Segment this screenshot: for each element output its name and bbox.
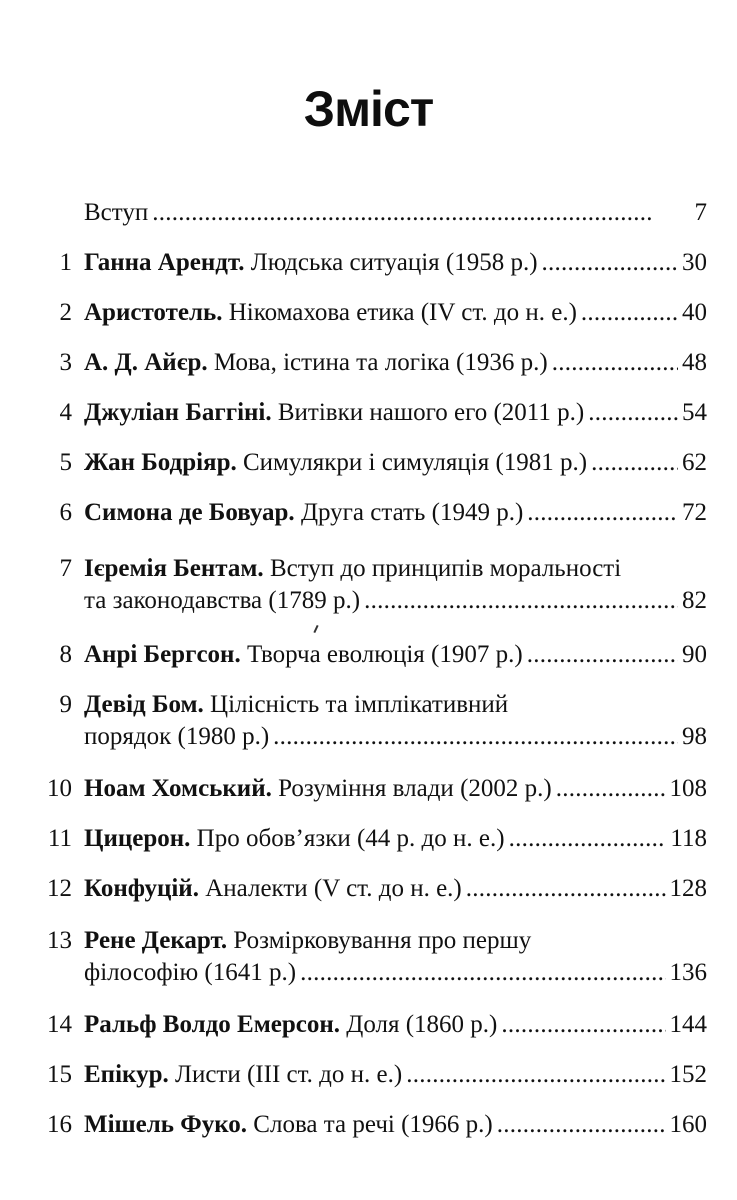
leader-dots — [552, 346, 678, 380]
toc-line — [84, 196, 707, 230]
print-mark — [313, 625, 318, 633]
leader-dots — [509, 822, 667, 856]
page-title: Зміст — [303, 81, 434, 137]
leader-dots — [364, 584, 678, 618]
page-number: 144 — [669, 1011, 707, 1038]
page-number: 118 — [670, 825, 707, 852]
toc-line — [84, 246, 707, 280]
chapter-number: 11 — [47, 825, 72, 852]
toc-line — [84, 496, 707, 530]
leader-dots — [152, 196, 690, 230]
work-title: порядок (1980 р.) — [84, 723, 270, 750]
toc-first-line — [84, 688, 508, 722]
author-name: Мішель Фуко. — [84, 1111, 248, 1138]
leader-dots — [501, 1008, 665, 1042]
work-title: Друга стать (1949 р.) — [294, 499, 524, 526]
toc-line — [84, 584, 707, 618]
chapter-number: 16 — [47, 1111, 72, 1138]
leader-dots — [527, 496, 678, 530]
work-title: Про обов’язки (44 р. до н. е.) — [190, 825, 505, 852]
chapter-number: 1 — [59, 249, 72, 276]
page-number: 48 — [682, 349, 707, 376]
work-title-part: Цілісність та імплікативний — [203, 691, 509, 718]
leader-dots — [497, 1108, 666, 1142]
chapter-number: 9 — [59, 691, 72, 718]
page-number: 62 — [682, 449, 707, 476]
work-title: Аналекти (V ст. до н. е.) — [198, 875, 462, 902]
entry-title: Вступ — [84, 199, 149, 226]
work-title: Листи (III ст. до н. е.) — [168, 1061, 403, 1088]
leader-dots — [556, 772, 666, 806]
leader-dots — [466, 872, 666, 906]
chapter-number: 5 — [59, 449, 72, 476]
work-title: Нікомахова етика (IV ст. до н. е.) — [222, 299, 577, 326]
toc-line — [84, 296, 707, 330]
chapter-number: 13 — [47, 927, 72, 954]
author-name: Анрі Бергсон. — [84, 641, 241, 668]
leader-dots — [273, 720, 678, 754]
work-title-part: Розмірковування про першу — [227, 927, 532, 954]
toc-line — [84, 1108, 707, 1142]
toc-line — [84, 1058, 707, 1092]
page-number: 90 — [682, 641, 707, 668]
work-title: та законодавства (1789 р.) — [84, 587, 361, 614]
work-title: філософію (1641 р.) — [84, 959, 297, 986]
toc-first-line — [84, 924, 531, 958]
chapter-number: 14 — [47, 1011, 72, 1038]
page-number: 108 — [669, 775, 707, 802]
leader-dots — [542, 246, 678, 280]
author-name: Симона де Бовуар. — [84, 499, 295, 526]
chapter-number: 3 — [59, 349, 72, 376]
work-title: Творча еволюція (1907 р.) — [240, 641, 523, 668]
toc-line — [84, 822, 707, 856]
author-name: Рене Декарт. — [84, 927, 228, 954]
author-name: Ієремія Бентам. — [84, 555, 264, 582]
work-title: Мова, істина та логіка (1936 р.) — [207, 349, 548, 376]
chapter-number: 12 — [47, 875, 72, 902]
leader-dots — [527, 638, 678, 672]
work-title: Людська ситуація (1958 р.) — [244, 249, 538, 276]
toc-line — [84, 772, 707, 806]
leader-dots — [588, 396, 678, 430]
leader-dots — [581, 296, 678, 330]
toc-line — [84, 720, 707, 754]
work-title: Слова та речі (1966 р.) — [247, 1111, 493, 1138]
author-name: Аристотель. — [84, 299, 223, 326]
author-name: Конфуцій. — [84, 875, 199, 902]
author-name: Девід Бом. — [84, 691, 204, 718]
work-title: Симулякри і симуляція (1981 р.) — [236, 449, 588, 476]
page-number: 72 — [682, 499, 707, 526]
page-number: 160 — [669, 1111, 707, 1138]
toc-line — [84, 446, 707, 480]
work-title: Витівки нашого его (2011 р.) — [271, 399, 585, 426]
chapter-number: 7 — [59, 555, 72, 582]
page-number: 98 — [682, 723, 707, 750]
page-number: 136 — [669, 959, 707, 986]
author-name: Ральф Волдо Емерсон. — [84, 1011, 341, 1038]
author-name: Джуліан Баггіні. — [84, 399, 272, 426]
chapter-number: 10 — [47, 775, 72, 802]
page-number: 82 — [682, 587, 707, 614]
toc-line — [84, 1008, 707, 1042]
work-title-part: Вступ до принципів моральності — [263, 555, 622, 582]
toc-line — [84, 956, 707, 990]
leader-dots — [591, 446, 678, 480]
chapter-number: 6 — [59, 499, 72, 526]
page-number: 54 — [682, 399, 707, 426]
author-name: Епікур. — [84, 1061, 169, 1088]
page-number: 7 — [694, 199, 707, 226]
toc-line — [84, 872, 707, 906]
chapter-number: 15 — [47, 1061, 72, 1088]
leader-dots — [406, 1058, 665, 1092]
author-name: Ганна Арендт. — [84, 249, 245, 276]
page-number: 40 — [682, 299, 707, 326]
chapter-number: 4 — [59, 399, 72, 426]
toc-first-line — [84, 552, 621, 586]
work-title: Доля (1860 р.) — [340, 1011, 498, 1038]
work-title: Розуміння влади (2002 р.) — [271, 775, 552, 802]
author-name: Ноам Хомський. — [84, 775, 272, 802]
page-number: 152 — [669, 1061, 707, 1088]
chapter-number: 8 — [59, 641, 72, 668]
page-number: 30 — [682, 249, 707, 276]
toc-line — [84, 346, 707, 380]
author-name: А. Д. Айєр. — [84, 349, 208, 376]
leader-dots — [300, 956, 665, 990]
author-name: Цицерон. — [84, 825, 191, 852]
toc-line — [84, 638, 707, 672]
page-number: 128 — [669, 875, 707, 902]
toc-line — [84, 396, 707, 430]
chapter-number: 2 — [59, 299, 72, 326]
author-name: Жан Бодріяр. — [84, 449, 237, 476]
